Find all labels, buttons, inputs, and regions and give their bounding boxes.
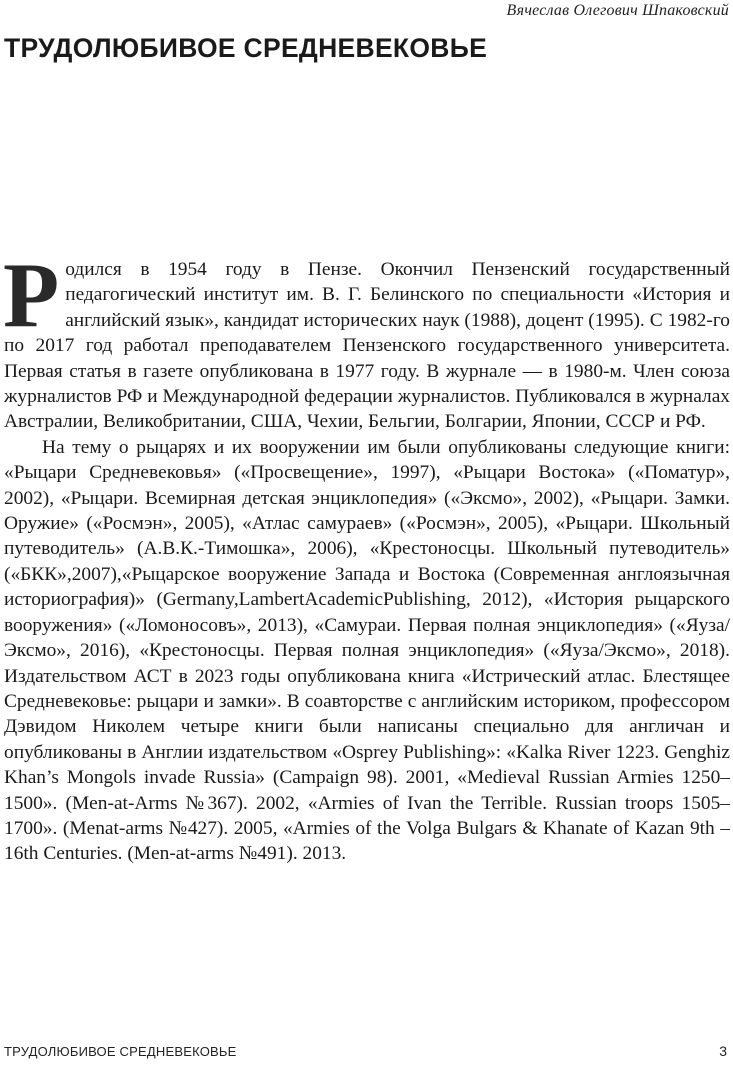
paragraph-bibliography: На тему о рыцарях и их вооружении им были опубликованы следующие книги: «Рыцари Средневековья» («Просвещение», 1997), «Рыцари Востока» («Поматур», 2002), «Рыцари. Всемирная детская энциклопедия» («Эксмо», 2002), «Рыцари. Замки. Оружие» («Росмэн», 2005), «Атлас самураев» («Росмэн», 2005), «Рыцари. Школьный путеводитель» (А.В.К.-Тимошка», 2006), «Крестоносцы. Школьный путеводитель» («БКК»,2007),«Рыцарское вооружение Запада и Востока (Современная англоязычная историография)» (Germany,LambertAcademicPublishing, 2012), «История рыцарского вооружения» («Ломоносовъ», 2013), «Самураи. Первая полная энциклопедия» («Яуза/Эксмо», 2016), «Крестоносцы. Первая полная энциклопедия» («Яуза/Эксмо», 2018). Издательством АСТ в 2023 годы опубликована книга «Истрический атлас. Блестящее Средневековье: рыцари и замки». В соавторстве с английским историком, профессором Дэвидом Николем четыре книги были написаны специально для англичан и опубликованы в Англии издательством «Osprey Publishing»: «Kalka River 1223. Genghiz Khan’s Mongols invade Russia» (Campaign 98). 2001, «Medieval Russian Armies 1250–1500». (Men-at-Arms №367). 2002, «Armies of Ivan the Terrible. Russian troops 1505–1700». (Menat-arms №427). 2005, «Armies of the Volga Bulgars & Khanate of Kazan 9th – 16th Centuries. (Men-at-arms №491). 2013. [4, 436, 730, 865]
running-head-author: Вячеслав Олегович Шпаковский [506, 2, 729, 19]
page-number: 3 [719, 1043, 727, 1059]
footer-title: ТРУДОЛЮБИВОЕ СРЕДНЕВЕКОВЬЕ [4, 1044, 237, 1059]
page-title: ТРУДОЛЮБИВОЕ СРЕДНЕВЕКОВЬЕ [4, 33, 488, 63]
paragraph-biography [3, 244, 730, 435]
drop-cap: Р [3, 244, 60, 346]
body-text [3, 244, 730, 867]
paragraph-biography-text: одился в 1954 году в Пензе. Окончил Пензенский государственный педагогический институт им. В. Г. Белинского по специальности «История и английский язык», кандидат исторических наук (1988), доцент (1995). С 1982-го по 2017 год работал преподавателем Пензенского государственного университета. Первая статья в газете опубликована в 1977 году. В журнале — в 1980-м. Член союза журналистов РФ и Международной федерации журналистов. Публиковался в журналах Австралии, Великобритании, США, Чехии, Бельгии, Болгарии, Японии, СССР и РФ. [4, 259, 730, 433]
